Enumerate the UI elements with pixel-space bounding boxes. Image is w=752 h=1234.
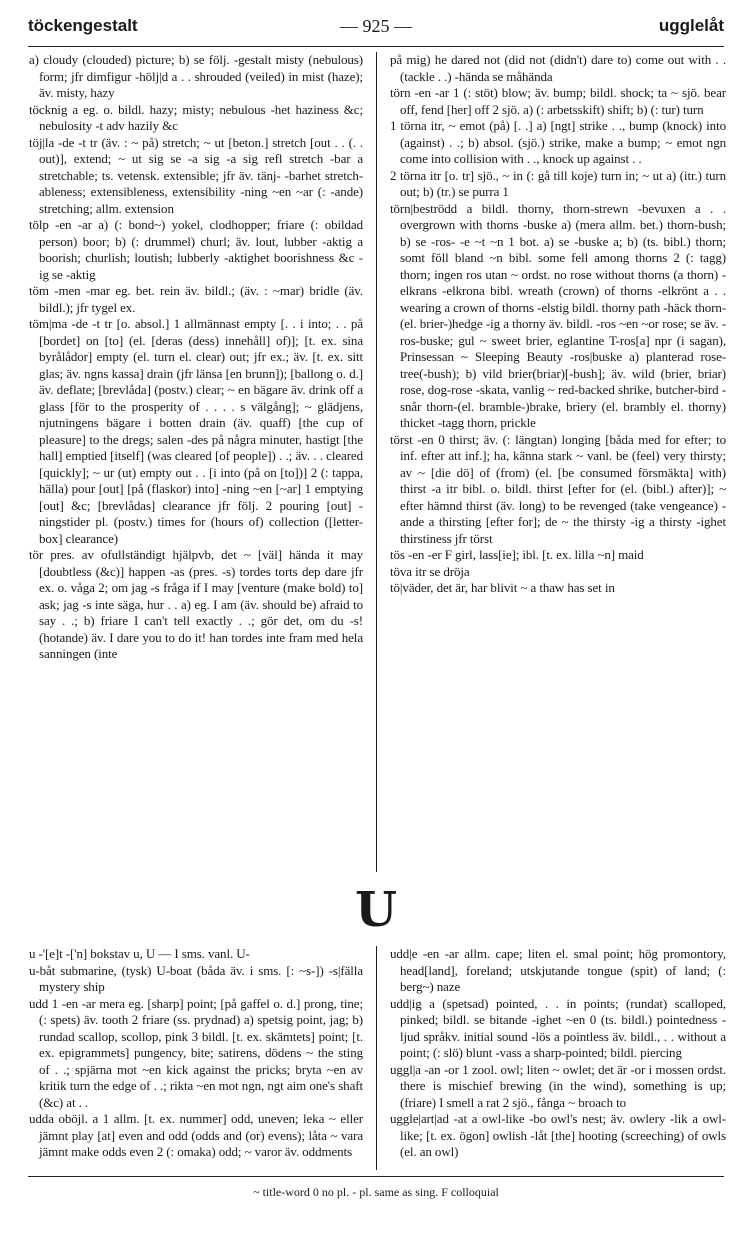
entry: udd|e -en -ar allm. cape; liten el. smal point; hög promontory, head[land], foreland; utskjutande tongue (spit) of land; (: berg~) naze	[390, 946, 726, 994]
header-rule	[28, 46, 724, 47]
entry: töm|ma -de -t tr [o. absol.] 1 allmännast empty [. . i into; . . på [bordet] on [to] (el. [deras (dess) innehåll] of)]; [t. ex. sina byrålådor] empty (el. turn el. clear) out; jfr ex.; äv. [t. ex. sitt glas; äv. ngns kassa] drain (jfr länsa [en brunn]); [ballong o. d.] äv. deflate; [brevlåda] (postv.) clear; ~ en bägare äv. drink off a glass [för to the prosperity of . . . . s välgång]; ~ glädjens, njutningens bägare i botten drain (äv. quaff) [the cup of pleasure] to the dregs; salen -des på några minuter, hastigt [the hall] emptied [itself] (was cleared [of people]) . .; äv. . . cleared [quickly]; ~ ur (ut) empty out . . [i into (på on [to])] 2 (: tappa, hälla) pour [out] [på (flaskor) into] -ning ~en [~ar] 1 emptying [out] &c; [brevlådas] clearance jfr följ. 2 pouring [out] -ningstider pl. (postv.) times for (hours of) collection ([letter-box] clearance)	[29, 316, 363, 546]
entry: tör pres. av ofullständigt hjälpvb, det ~ [väl] hända it may [doubtless (&c)] happen -as (pres. -s) tordes torts dep dare jfr ex. o. våga 2; om jag -s fråga if I may [venture (make bold) to] ask; jag -s inte säga, hur . . a) eg. I am (äv. should be) afraid to say . .; b) friare I can't tell exactly . .; gör det, om du -s! (hotande) äv. I dare you to do it! han tordes inte fram med hela sanningen (inte	[29, 547, 363, 661]
entry: törn -en -ar 1 (: stöt) blow; äv. bump; bildl. shock; ta ~ sjö. bear off, fend [her] off 2 sjö. a) (: arbetsskift) shift; b) (: tur) turn	[390, 85, 726, 117]
footer-rule	[28, 1176, 724, 1177]
entry: u-båt submarine, (tysk) U-boat (båda äv. i sms. [: ~s-]) -s|fälla mystery ship	[29, 962, 363, 994]
entry: u -'[e]t -['n] bokstav u, U — I sms. vanl. U-	[29, 946, 250, 961]
entry: udd 1 -en -ar mera eg. [sharp] point; [på gaffel o. d.] prong, tine; (: spets) äv. tooth 2 friare (ss. prydnad) a) spetsig point, jag; b) rundad scallop, scollop, pink 3 bildl. [t. ex. skämtets] point; [t. ex. epigrammets] pungency, bite; satirens, dödens ~ the sting of . .; spjärna mot ~en kick against the pricks; bryta ~en av kritik turn the edge of . .; rikta ~en mot ngn, ngt aim one's shaft (&c) at . .	[29, 995, 363, 1110]
entry: töva itr se dröja	[390, 563, 470, 579]
entry: törn|beströdd a bildl. thorny, thorn-strewn -bevuxen a . . overgrown with thorns -buske a) (mera allm. bet.) thorn-bush; b) se -ros- -e ~t ~n 1 bot. a) se -buske a; b) (ts. bibl.) thorn; somt föll bland ~n bibl. some fell among thorns 2 (: tagg) thorn; ingen ros utan ~ ordst. no rose without thorns (a thorn) -elkrans -elkrona bibl. wreath (crown) of thorns -elkrönt a . . wearing a crown of thorns -elstig bildl. thorny path -häck thorn-(el. brier-)hedge -ig a thorny äv. bildl. -ros ~en ~or rose; se äv. -ros-buske; gul ~ sweet brier, eglantine T-ros[a] npr (i sagan), Prinsessan ~ Sleeping Beauty -ros|buske a) planterad rose-tree(-bush); b) vild brier(briar)[-bush]; äv. wild (brier, briar) rose, dog-rose -skata, vanlig ~ red-backed shrike, butcher-bird -snår thorn-(el. bramble-)brake, briery (el. brambly el. thorny) thicket -tagg thorn, prickle	[390, 200, 726, 430]
column-top-left	[29, 52, 363, 663]
entry: töm -men -mar eg. bet. rein äv. bildl.; (äv. : ~mar) bridle (äv. bildl.); jfr tygel ex.	[29, 283, 363, 315]
entry: a) cloudy (clouded) picture; b) se följ. -gestalt misty (nebulous) form; jfr dimfigur -hölj|d a . . shrouded (veiled) in mist (haze); äv. misty, hazy	[29, 52, 363, 100]
entry: 2 törna itr [o. tr] sjö., ~ in (: gå till koje) turn in; ~ ut a) (itr.) turn out; b) (tr.) se purra 1	[390, 167, 726, 199]
entry: 1 törna itr, ~ emot (på) [. .] a) [ngt] strike . ., bump (knock) into (against) . .; b) absol. (sjö.) strike, make a bump; ~ emot ngn come into collision with . ., knock up against . .	[390, 118, 726, 166]
entry: uggle|art|ad -at a owl-like -bo owl's nest; äv. owlery -lik a owl-like; [t. ex. ögon] owlish -låt [the] hooting (screeching) of owls (el. an owl)	[390, 1111, 726, 1159]
letter-section-heading: U	[355, 882, 397, 938]
entry: udd|ig a (spetsad) pointed, . . in points; (rundat) scalloped, pinked; bildl. se bitande -ighet ~en 0 (ts. bildl.) pointedness -ljud språkv. initial sound -lös a pointless äv. bildl., . . without a point; (: slö) blunt -vass a sharp-pointed; bildl. piercing	[390, 995, 726, 1060]
entry: törst -en 0 thirst; äv. (: längtan) longing [båda med for efter; to inf. efter att inf.]; ha, känna stark ~ vanl. be (feel) very thirsty; av ~ [die dö] of (from) (el. [be consumed försmäkta] with) thirst -a itr bibl. o. bildl. thirst [efter for (el. (bibl.) after)]; ~ efter hämnd thirst (äv. long) to be revenged (take vengeance) -ande a thirsting [efter for]; de ~ the thirsty -ig a thirsty -ighet thirstiness jfr törst	[390, 431, 726, 546]
column-top-right	[390, 52, 726, 597]
column-divider-top	[376, 52, 377, 872]
entry: på mig) he dared not (did not (didn't) dare to) come out with . . (tackle . .) -hända se måhända	[390, 52, 726, 84]
entry: töj|la -de -t tr (äv. : ~ på) stretch; ~ ut [beton.] stretch [out . . (. . out)], extend; ~ ut sig se -a sig -a sig refl stretch -bar a stretchable; ts. vetensk. extensible; jfr äv. tänj- -barhet stretch-ableness; extensibleness, extensibility -ning ~en ~ar (: -ande) stretching; allm. extension	[29, 134, 363, 216]
header-first-word: töckengestalt	[28, 16, 138, 35]
page-footer-legend: ~ title-word 0 no pl. - pl. same as sing. F colloquial	[253, 1185, 499, 1199]
entry: tös -en -er F girl, lass[ie]; ibl. [t. ex. lilla ~n] maid	[390, 547, 644, 562]
column-bottom-left	[29, 946, 363, 1161]
page-header	[28, 16, 724, 46]
entry: uggl|a -an -or 1 zool. owl; liten ~ owlet; det är -or i mossen ordst. there is mischief brewing (in the wind), something is up; (friare) I smell a rat 2 sjö., fånga ~ broach to	[390, 1061, 726, 1110]
entry: udda oböjl. a 1 allm. [t. ex. nummer] odd, uneven; leka ~ eller jämnt play [at] even and odd (odds and (or) evens); låta ~ vara jämnt make odds even 2 (: omaka) odd; ~ varor äv. oddments	[29, 1111, 363, 1159]
column-bottom-right	[390, 946, 726, 1161]
entry: töcknig a eg. o. bildl. hazy; misty; nebulous -het haziness &c; nebulosity -t adv hazily &c	[29, 101, 363, 133]
header-last-word: ugglelåt	[658, 16, 724, 35]
page-number: — 925 —	[340, 16, 412, 36]
entry: tö|väder, det är, har blivit ~ a thaw has set in	[390, 580, 615, 595]
entry: tölp -en -ar a) (: bond~) yokel, clodhopper; friare (: obildad person) boor; b) (: drummel) churl; äv. lout, lubber -aktig a boorish; churlish; loutish; lubberly -aktighet boorishness &c -ig se -aktig	[29, 217, 363, 282]
column-divider-bottom	[376, 946, 377, 1170]
